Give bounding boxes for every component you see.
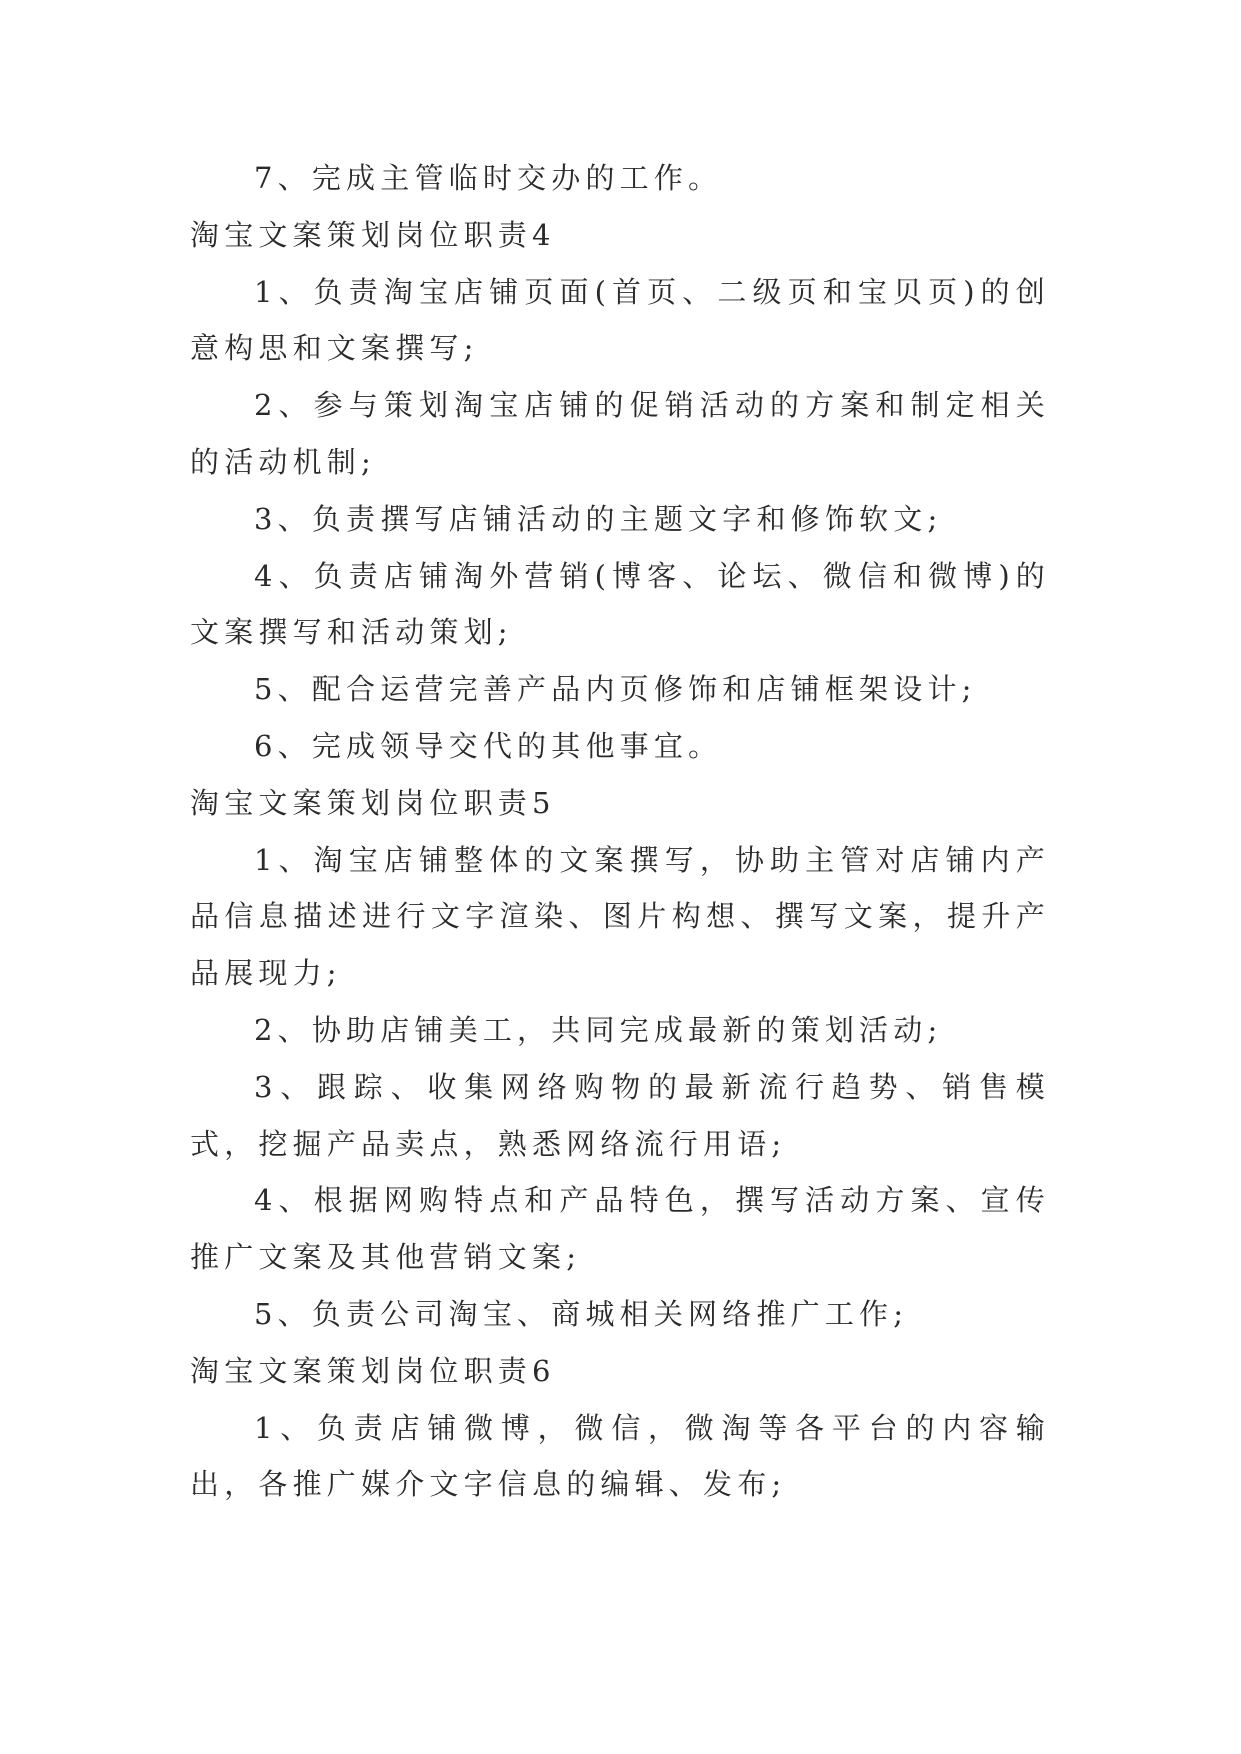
- section-heading: 淘宝文案策划岗位职责6: [190, 1353, 556, 1388]
- section-heading: 淘宝文案策划岗位职责4: [190, 217, 556, 252]
- list-item: 5、配合运营完善产品内页修饰和店铺框架设计;: [254, 672, 977, 707]
- section-heading: 淘宝文案策划岗位职责5: [190, 785, 556, 820]
- list-item: 3、负责撰写店铺活动的主题文字和修饰软文;: [254, 501, 943, 536]
- list-item: 1、负责店铺微博，微信，微淘等各平台的内容输出，各推广媒介文字信息的编辑、发布;: [190, 1410, 1050, 1502]
- list-item: 6、完成领导交代的其他事宜。: [254, 728, 723, 763]
- list-item: 5、负责公司淘宝、商城相关网络推广工作;: [254, 1296, 909, 1331]
- list-item: 7、完成主管临时交办的工作。: [254, 161, 723, 195]
- list-item: 2、参与策划淘宝店铺的促销活动的方案和制定相关的活动机制;: [190, 388, 1050, 479]
- list-item: 4、负责店铺淘外营销(博客、论坛、微信和微博)的文案撰写和活动策划;: [190, 558, 1050, 650]
- list-item: 1、负责淘宝店铺页面(首页、二级页和宝贝页)的创意构思和文案撰写;: [190, 274, 1050, 366]
- document-body: [190, 150, 1050, 1513]
- list-item: 2、协助店铺美工，共同完成最新的策划活动;: [254, 1012, 943, 1047]
- list-item: 4、根据网购特点和产品特色，撰写活动方案、宣传推广文案及其他营销文案;: [190, 1183, 1050, 1275]
- list-item: 3、跟踪、收集网络购物的最新流行趋势、销售模式，挖掘产品卖点，熟悉网络流行用语;: [190, 1069, 1050, 1161]
- list-item: 1、淘宝店铺整体的文案撰写，协助主管对店铺内产品信息描述进行文字渲染、图片构想、撰写文案，提升产品展现力;: [190, 842, 1050, 991]
